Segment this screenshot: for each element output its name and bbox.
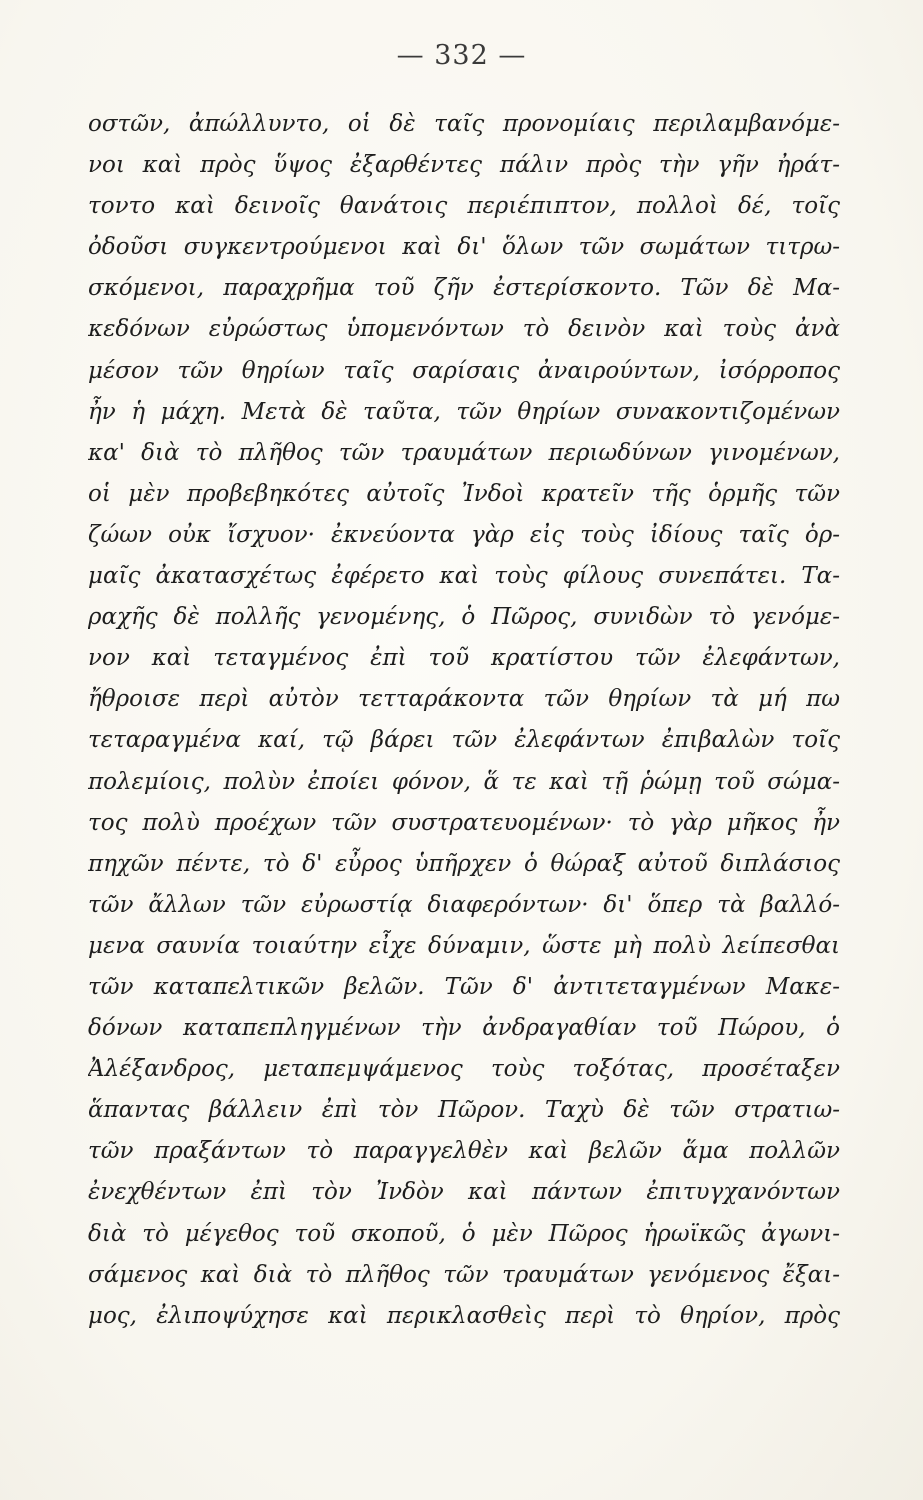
text-line: μενα σαυνία τοιαύτην εἶχε δύναμιν, ὥστε μὴ πολὺ λείπεσθαι [88,932,840,959]
text-line: μαῖς ἀκατασχέτως ἐφέρετο καὶ τοὺς φίλους συνεπάτει. Τα- [88,563,840,590]
text-line: τῶν πραξάντων τὸ παραγγελθὲν καὶ βελῶν ἅμα πολλῶν [88,1138,840,1165]
text-line: κεδόνων εὐρώστως ὑπομενόντων τὸ δεινὸν καὶ τοὺς ἀνὰ [88,316,840,343]
text-line: μέσον τῶν θηρίων ταῖς σαρίσαις ἀναιρούντων, ἰσόρροπος [88,357,840,384]
text-line: τῶν ἄλλων τῶν εὐρωστίᾳ διαφερόντων· δι' ὅπερ τὰ βαλλό- [88,891,840,918]
text-line: διὰ τὸ μέγεθος τοῦ σκοποῦ, ὁ μὲν Πῶρος ἡρωϊκῶς ἀγωνι- [88,1220,840,1247]
text-line: σκόμενοι, παραχρῆμα τοῦ ζῆν ἐστερίσκοντο. Τῶν δὲ Μα- [88,275,840,302]
text-line: πηχῶν πέντε, τὸ δ' εὖρος ὑπῆρχεν ὁ θώραξ αὐτοῦ διπλάσιος [88,850,840,877]
text-line: νον καὶ τεταγμένος ἐπὶ τοῦ κρατίστου τῶν ἐλεφάντων, [88,645,840,672]
text-line: τεταραγμένα καί, τῷ βάρει τῶν ἐλεφάντων ἐπιβαλὼν τοῖς [88,727,840,754]
text-line: σάμενος καὶ διὰ τὸ πλῆθος τῶν τραυμάτων γενόμενος ἔξαι- [88,1261,840,1288]
text-line: δόνων καταπεπληγμένων τὴν ἀνδραγαθίαν τοῦ Πώρου, ὁ [88,1015,840,1042]
text-line: ἐνεχθέντων ἐπὶ τὸν Ἰνδὸν καὶ πάντων ἐπιτυγχανόντων [88,1179,840,1206]
text-line: πολεμίοις, πολὺν ἐποίει φόνον, ἅ τε καὶ τῇ ῥώμῃ τοῦ σώμα- [88,768,840,795]
text-line: τος πολὺ προέχων τῶν συστρατευομένων· τὸ γὰρ μῆκος ἦν [88,809,840,836]
text-line: νοι καὶ πρὸς ὕψος ἐξαρθέντες πάλιν πρὸς τὴν γῆν ἠράτ- [88,152,840,179]
body-text [88,104,840,1337]
text-line: ὀδοῦσι συγκεντρούμενοι καὶ δι' ὅλων τῶν σωμάτων τιτρω- [88,234,840,261]
text-line: ἅπαντας βάλλειν ἐπὶ τὸν Πῶρον. Ταχὺ δὲ τῶν στρατιω- [88,1097,840,1124]
text-line: ζώων οὐκ ἴσχυον· ἐκνεύοντα γὰρ εἰς τοὺς ἰδίους ταῖς ὁρ- [88,521,840,548]
text-line: οἱ μὲν προβεβηκότες αὐτοῖς Ἰνδοὶ κρατεῖν τῆς ὁρμῆς τῶν [88,480,840,507]
text-line: ραχῆς δὲ πολλῆς γενομένης, ὁ Πῶρος, συνιδὼν τὸ γενόμε- [88,604,840,631]
page-number: — 332 — [396,40,527,71]
text-line: τῶν καταπελτικῶν βελῶν. Τῶν δ' ἀντιτεταγμένων Μακε- [88,973,840,1000]
text-line: μος, ἐλιποψύχησε καὶ περικλασθεὶς περὶ τὸ θηρίον, πρὸς [88,1302,840,1329]
text-line: κα' διὰ τὸ πλῆθος τῶν τραυμάτων περιωδύνων γινομένων, [88,439,840,466]
text-line: οστῶν, ἀπώλλυντο, οἱ δὲ ταῖς προνομίαις περιλαμβανόμε- [88,111,840,137]
text-line: ἤθροισε περὶ αὐτὸν τετταράκοντα τῶν θηρίων τὰ μή πω [88,686,840,713]
text-line: Ἀλέξανδρος, μεταπεμψάμενος τοὺς τοξότας, προσέταξεν [88,1056,840,1083]
text-line: τοντο καὶ δεινοῖς θανάτοις περιέπιπτον, πολλοὶ δέ, τοῖς [88,193,840,220]
text-line: ἦν ἡ μάχη. Μετὰ δὲ ταῦτα, τῶν θηρίων συνακοντιζομένων [88,398,840,425]
